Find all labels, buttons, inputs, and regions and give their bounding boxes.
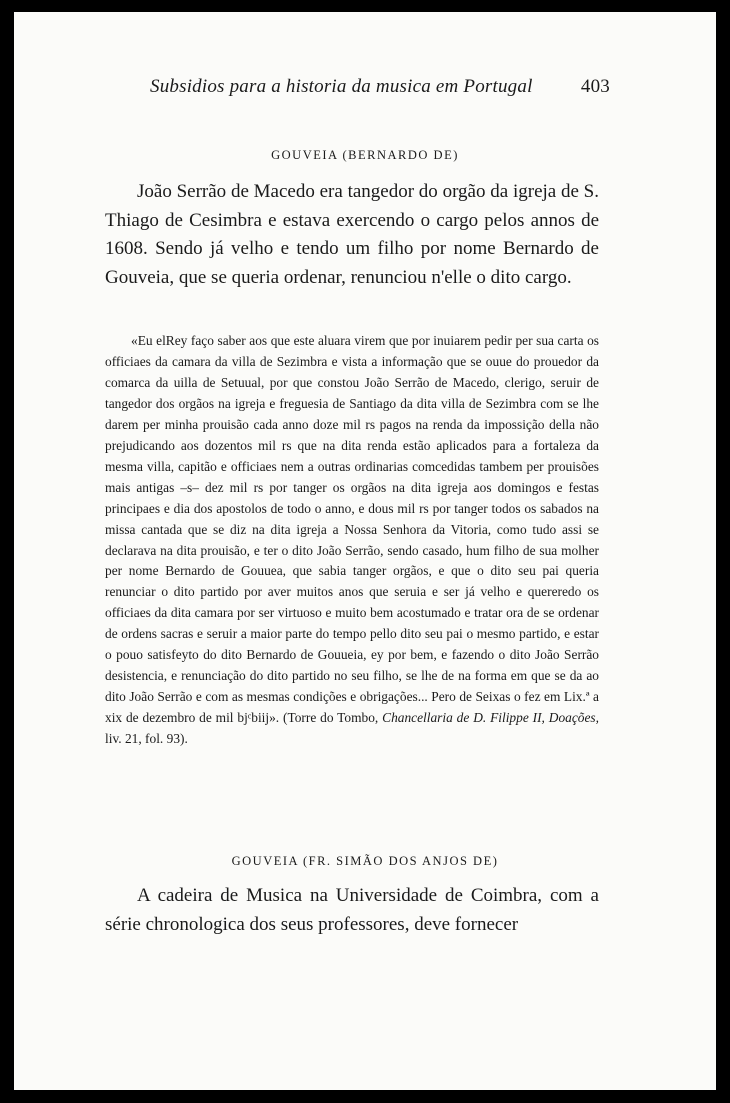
quoted-document bbox=[105, 331, 599, 750]
book-page bbox=[14, 12, 716, 1090]
page-number: 403 bbox=[580, 76, 610, 97]
body-paragraph-bernardo: João Serrão de Macedo era tangedor do orgão da igreja de S. Thiago de Cesimbra e estava exercendo o cargo pelos annos de 1608. Sendo já velho e tendo um filho por nome Bernardo de Gouveia, que se queria ordenar, renunciou n'elle o dito cargo. bbox=[105, 181, 599, 289]
section-title-simao: GOUVEIA (FR. SIMÃO DOS ANJOS DE) bbox=[231, 854, 499, 868]
quote-source-title: Chancellaria de D. Filippe II, Doações, bbox=[382, 710, 599, 726]
section-title-bernardo: GOUVEIA (BERNARDO DE) bbox=[271, 148, 459, 162]
running-head bbox=[150, 76, 610, 98]
running-title: Subsidios para a historia da musica em Portugal bbox=[150, 76, 533, 97]
body-paragraph-simao: A cadeira de Musica na Universidade de Coimbra, com a série chronologica dos seus professores, deve fornecer bbox=[105, 885, 599, 935]
quote-text: «Eu elRey faço saber aos que este aluara virem que por inuiarem pedir per sua carta os officiaes da camara da villa de Sezimbra e vista a informação que se ouue do prouedor da comarca da uilla de Setuual, por que constou João Serrão de Macedo, clerigo, seruir de tangedor dos orgãos na igreja e freguesia de Santiago da dita villa de Sezimbra com se lhe darem per minha prouisão cada anno doze mil rs pagos na renda da impossição della não prejudicando aos dozentos mil rs que na dita renda estão aplicados para a fortaleza da mesma villa, capitão e officiaes nem a outras ordinarias comcedidas tambem per prouisões mais antigas –s– dez mil rs por tanger os orgãos na dita igreja aos domingos e festas principaes e dia dos apostolos de todo o anno, e dous mil rs por tanger todos os sabados na missa cantada que se diz na dita igreja a Nossa Senhora da Vitoria, como tudo assi se declarava na dita prouisão, e ter o dito João Serrão, sendo casado, hum filho de sua molher per nome Bernardo de Gouuea, que sabia tanger orgãos, e que o dito seu pai queria renunciar o dito partido por aver muitos anos que seruia e ser já velho e quereredo os officiaes da dita camara por ser virtuoso e muito bem acostumado e tratar ora de se ordenar de ordens sacras e seruir a maior parte do tempo pello dito seu pai o mesmo partido, e estar o pouo satisfeyto do dito Bernardo de Gouueia, ey por bem, e fazendo o dito João Serrão desistencia, e renunciação do dito partido no seu filho, se lhe de na forma em que se da ao dito João Serrão e com as mesmas condições e obrigações... Pero de Seixas o fez em Lix.ª a xix de dezembro de mil bjᶜbiij». (Torre do Tombo, bbox=[105, 333, 599, 726]
quote-source-ref: liv. 21, fol. 93). bbox=[105, 731, 188, 747]
